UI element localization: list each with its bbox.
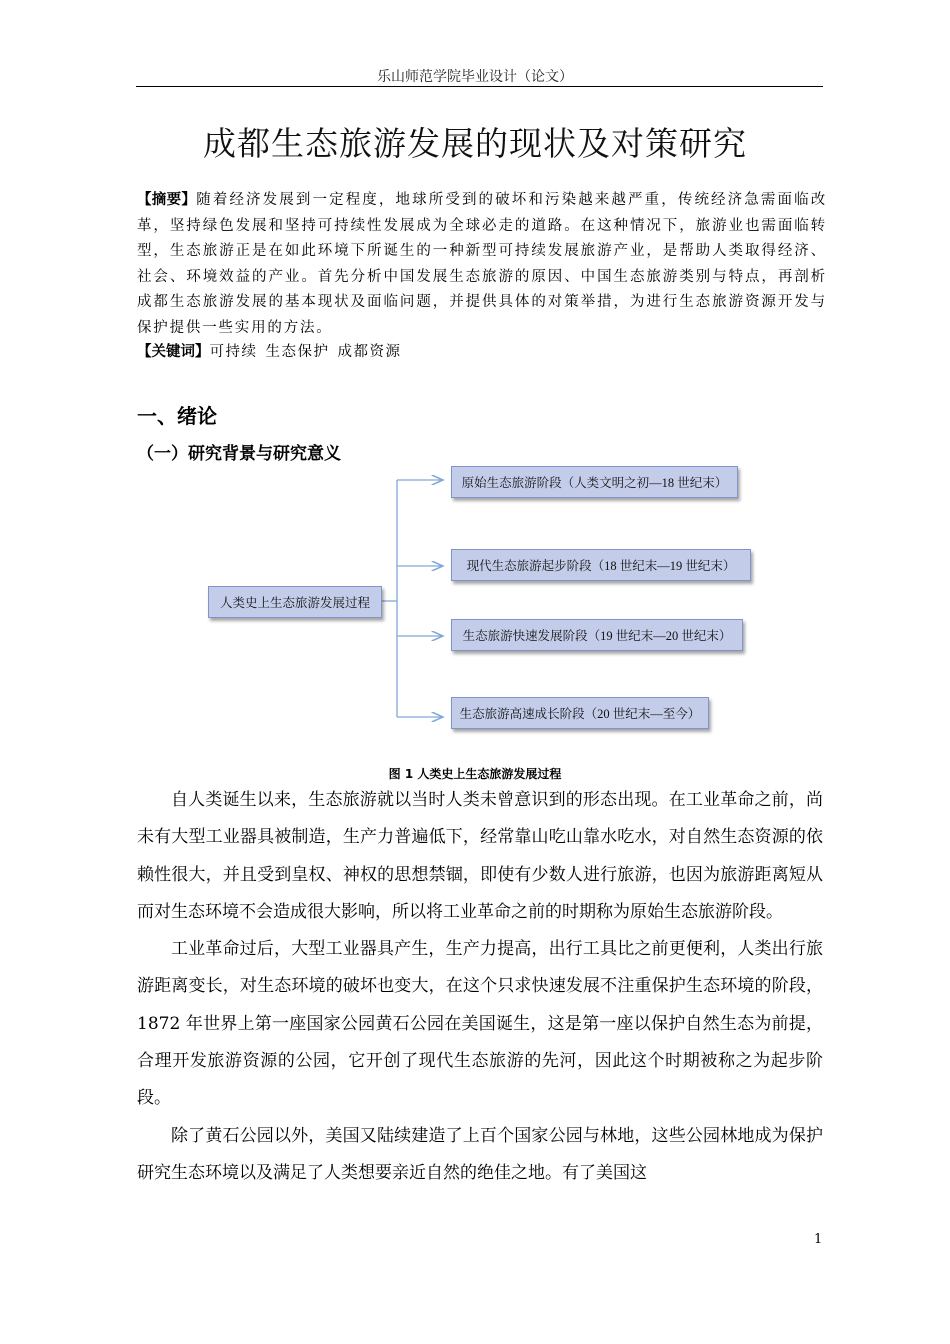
page-number: 1: [814, 1232, 823, 1247]
header-divider: [136, 86, 823, 87]
stage-box-high-speed: 生态旅游高速成长阶段（20 世纪末—至今）: [451, 697, 709, 729]
paragraph: 除了黄石公园以外，美国又陆续建造了上百个国家公园与林地，这些公园林地成为保护研究生态环境以及满足了人类想要亲近自然的绝佳之地。有了美国这: [137, 1125, 823, 1183]
body-text: [137, 782, 823, 1192]
abstract-label: 【摘要】: [137, 192, 197, 208]
figure-caption: 图 1 人类史上生态旅游发展过程: [388, 767, 562, 781]
keywords: [137, 340, 410, 361]
subsection-heading: （一）研究背景与研究意义: [137, 444, 341, 464]
paragraph: 自人类诞生以来，生态旅游就以当时人类未曾意识到的形态出现。在工业革命之前，尚未有大型工业器具被制造，生产力普遍低下，经常靠山吃山靠水吃水，对自然生态资源的依赖性很大，并且受到皇权、神权的思想禁锢，即使有少数人进行旅游，也因为旅游距离短从而对生态环境不会造成很大影响，所以将工业革命之前的时期称为原始生态旅游阶段。: [137, 790, 823, 922]
keywords-label: 【关键词】: [137, 344, 210, 360]
paragraph: 工业革命过后，大型工业器具产生，生产力提高，出行工具比之前更便利，人类出行旅游距离变长，对生态环境的破坏也变大，在这个只求快速发展不注重保护生态环境的阶段，1872 年世界上第一座国家公园黄石公园在美国诞生，这是第一座以保护自然生态为前提，合理开发旅游资源的公园，它开创了现代生态旅游的先河，因此这个时期被称之为起步阶段。: [137, 939, 823, 1109]
section-heading: 一、绪论: [137, 404, 217, 428]
stage-box-primitive: 原始生态旅游阶段（人类文明之初—18 世纪末）: [451, 466, 738, 498]
keyword: 可持续: [209, 344, 258, 360]
paper-title: 成都生态旅游发展的现状及对策研究: [203, 124, 747, 163]
abstract: [137, 188, 827, 341]
page-header: 乐山师范学院毕业设计（论文）: [377, 69, 573, 85]
keyword: 生态保护: [265, 344, 330, 360]
abstract-text: 随着经济发展到一定程度，地球所受到的破坏和污染越来越严重，传统经济急需面临改革，坚持绿色发展和坚持可持续性发展成为全球必走的道路。在这种情况下，旅游业也需面临转型，生态旅游正是在如此环境下所诞生的一种新型可持续发展旅游产业，是帮助人类取得经济、社会、环境效益的产业。首先分析中国发展生态旅游的原因、中国生态旅游类别与特点，再剖析成都生态旅游发展的基本现状及面临问题，并提供具体的对策举措，为进行生态旅游资源开发与保护提供一些实用的方法。: [137, 192, 827, 336]
diagram-root-box: 人类史上生态旅游发展过程: [208, 586, 382, 618]
stage-box-startup: 现代生态旅游起步阶段（18 世纪末—19 世纪末）: [451, 549, 751, 581]
stage-box-rapid: 生态旅游快速发展阶段（19 世纪末—20 世纪末）: [451, 619, 743, 651]
keyword: 成都资源: [337, 344, 402, 360]
